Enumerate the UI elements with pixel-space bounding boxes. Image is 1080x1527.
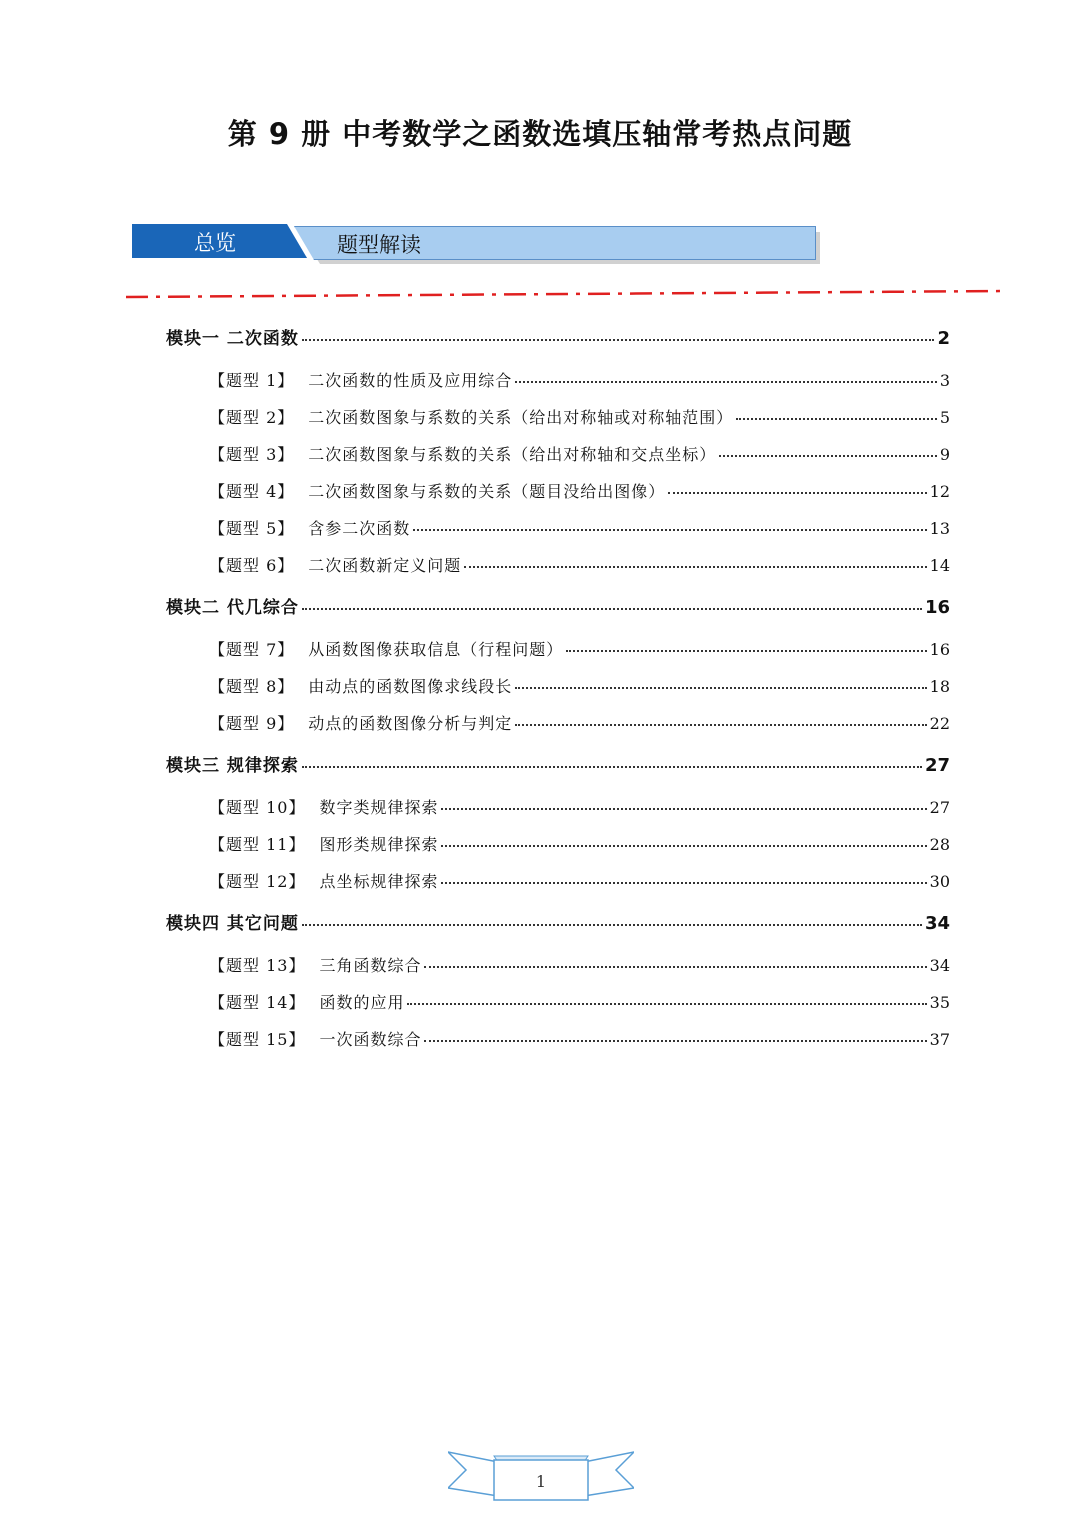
banner-tab1-label: 总览: [194, 231, 236, 255]
toc-topic-row[interactable]: [209, 674, 950, 697]
toc-topic-tag: 【题型 14】: [209, 993, 306, 1012]
toc-topic-label: 二次函数图象与系数的关系（给出对称轴和交点坐标）: [308, 445, 717, 464]
toc-topic-row[interactable]: [209, 832, 950, 855]
toc-topic-tag: 【题型 1】: [209, 371, 295, 390]
page-number-ribbon: [448, 1448, 634, 1504]
toc-topic-label: 函数的应用: [319, 993, 405, 1012]
toc-topic-tag: 【题型 11】: [209, 835, 306, 854]
page-title: 第 9 册 中考数学之函数选填压轴常考热点问题: [227, 117, 853, 151]
toc-leader-dots: [736, 418, 937, 420]
toc-leader-dots: [413, 529, 926, 531]
toc-leader-dots: [515, 381, 937, 383]
toc-topic-row[interactable]: [209, 405, 950, 428]
toc-topic-tag: 【题型 7】: [209, 640, 295, 659]
toc-module-row[interactable]: [166, 751, 950, 776]
toc-topic-row[interactable]: [209, 637, 950, 660]
toc-module-label: 模块一 二次函数: [166, 329, 299, 349]
toc-module-row[interactable]: [166, 593, 950, 618]
toc-topic-tag: 【题型 15】: [209, 1030, 306, 1049]
toc-leader-dots: [464, 566, 926, 568]
toc-topic-tag: 【题型 13】: [209, 956, 306, 975]
dash-dot-divider: [126, 288, 1006, 300]
toc-leader-dots: [668, 492, 926, 494]
toc-page-number: 27: [929, 798, 950, 817]
toc-leader-dots: [441, 882, 926, 884]
toc-leader-dots: [302, 924, 922, 926]
toc-topic-row[interactable]: [209, 953, 950, 976]
toc-page-number: 16: [929, 640, 950, 659]
toc-topic-label: 一次函数综合: [319, 1030, 422, 1049]
toc-page-number: 16: [924, 597, 950, 618]
toc-module-row[interactable]: [166, 909, 950, 934]
toc-leader-dots: [302, 608, 922, 610]
toc-leader-dots: [566, 650, 926, 652]
toc-page-number: 9: [939, 445, 950, 464]
toc-page-number: 14: [929, 556, 950, 575]
toc-topic-label: 二次函数新定义问题: [308, 556, 462, 575]
toc-leader-dots: [719, 455, 937, 457]
toc-topic-row[interactable]: [209, 553, 950, 576]
toc-topic-label: 从函数图像获取信息（行程问题）: [308, 640, 564, 659]
toc-page-number: 37: [929, 1030, 950, 1049]
toc-page-number: 3: [939, 371, 950, 390]
toc-topic-label: 由动点的函数图像求线段长: [308, 677, 513, 696]
toc-leader-dots: [302, 339, 935, 341]
toc-page-number: 34: [929, 956, 950, 975]
toc-topic-tag: 【题型 12】: [209, 872, 306, 891]
toc-module-row[interactable]: [166, 324, 950, 349]
page-number: 1: [535, 1472, 547, 1491]
toc-page-number: 30: [929, 872, 950, 891]
toc-topic-tag: 【题型 5】: [209, 519, 295, 538]
toc-page-number: 13: [929, 519, 950, 538]
toc-leader-dots: [441, 845, 926, 847]
toc-topic-row[interactable]: [209, 1027, 950, 1050]
toc-topic-tag: 【题型 6】: [209, 556, 295, 575]
toc-topic-tag: 【题型 8】: [209, 677, 295, 696]
toc-page-number: 28: [929, 835, 950, 854]
toc-topic-row[interactable]: [209, 479, 950, 502]
toc-topic-label: 动点的函数图像分析与判定: [308, 714, 513, 733]
toc-page-number: 5: [939, 408, 950, 427]
toc-topic-label: 三角函数综合: [319, 956, 422, 975]
toc-page-number: 34: [924, 913, 950, 934]
toc-leader-dots: [441, 808, 926, 810]
toc-page-number: 2: [937, 328, 950, 349]
toc-topic-row[interactable]: [209, 442, 950, 465]
toc-topic-label: 含参二次函数: [308, 519, 411, 538]
toc-leader-dots: [407, 1003, 926, 1005]
toc-topic-tag: 【题型 3】: [209, 445, 295, 464]
toc-leader-dots: [424, 1040, 926, 1042]
toc-page-number: 35: [929, 993, 950, 1012]
toc-page-number: 18: [929, 677, 950, 696]
toc-topic-tag: 【题型 9】: [209, 714, 295, 733]
toc-topic-row[interactable]: [209, 516, 950, 539]
toc-topic-row[interactable]: [209, 795, 950, 818]
toc-topic-label: 图形类规律探索: [319, 835, 439, 854]
toc-page-number: 27: [924, 755, 950, 776]
toc-module-label: 模块三 规律探索: [166, 756, 299, 776]
toc-module-label: 模块四 其它问题: [166, 914, 299, 934]
toc-topic-label: 二次函数图象与系数的关系（题目没给出图像）: [308, 482, 666, 501]
toc-topic-label: 点坐标规律探索: [319, 872, 439, 891]
toc-topic-tag: 【题型 4】: [209, 482, 295, 501]
toc-topic-row[interactable]: [209, 990, 950, 1013]
toc-topic-label: 二次函数的性质及应用综合: [308, 371, 513, 390]
toc-topic-label: 数字类规律探索: [319, 798, 439, 817]
toc-topic-label: 二次函数图象与系数的关系（给出对称轴或对称轴范围）: [308, 408, 734, 427]
banner-tab2-label: 题型解读: [337, 233, 421, 257]
toc-topic-tag: 【题型 2】: [209, 408, 295, 427]
toc-leader-dots: [302, 766, 922, 768]
toc-topic-row[interactable]: [209, 869, 950, 892]
toc-page-number: 12: [929, 482, 950, 501]
toc-topic-tag: 【题型 10】: [209, 798, 306, 817]
toc-topic-row[interactable]: [209, 711, 950, 734]
toc-leader-dots: [515, 687, 926, 689]
toc-leader-dots: [424, 966, 926, 968]
toc-topic-row[interactable]: [209, 368, 950, 391]
section-banner: [132, 224, 822, 264]
toc-leader-dots: [515, 724, 926, 726]
toc-page-number: 22: [929, 714, 950, 733]
toc-module-label: 模块二 代几综合: [166, 598, 299, 618]
